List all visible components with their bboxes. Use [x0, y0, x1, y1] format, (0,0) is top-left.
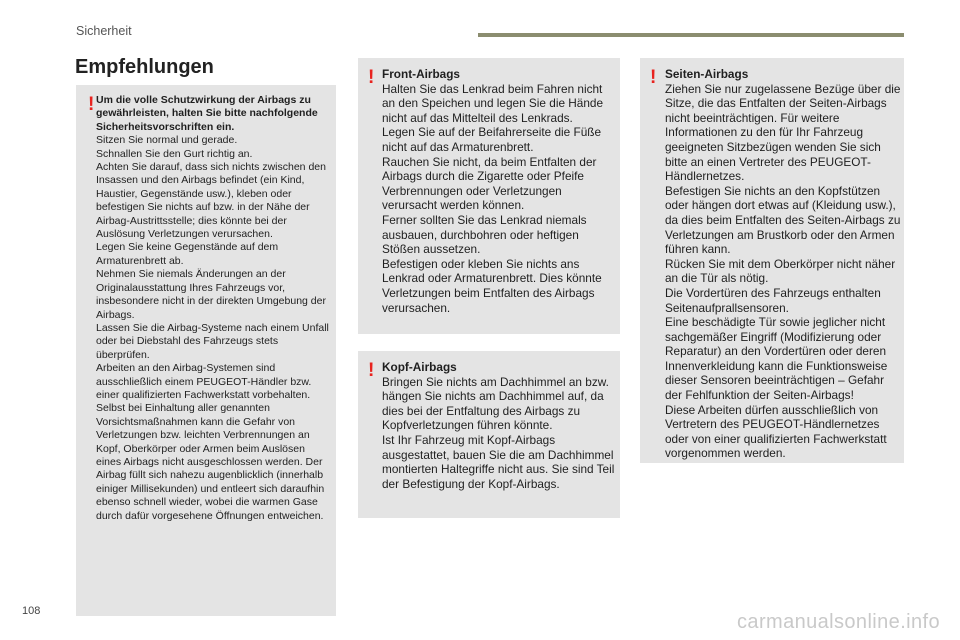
front-airbags-text: [382, 67, 618, 315]
paragraph: Befestigen oder kleben Sie nichts ans Lenkrad oder Armaturenbrett. Dies könnte Verletzungen beim Entfalten des Airbags verursachen.: [382, 256, 602, 315]
paragraph: Eine beschädigte Tür sowie jeglicher nicht sachgemäßer Eingriff (Modifizierung oder Reparatur) an den Vordertüren oder deren Innenverkleidung kann die Funktionsweise dieser Sensoren beeinträchtigen – Gefahr der Fehlfunktion der Seiten-Airbags!: [665, 315, 888, 403]
side-airbags-text: [665, 67, 901, 461]
lead-text: Um die volle Schutzwirkung der Airbags zu gewährleisten, halten Sie bitte nachfolgende Sicherheitsvorschriften ein.: [96, 94, 318, 133]
paragraph: Diese Arbeiten dürfen ausschließlich von Vertretern des PEUGEOT-Händlernetzes oder von einer qualifizierten Fachwerkstatt vorgenommen werden.: [665, 402, 887, 461]
paragraph: Legen Sie auf der Beifahrerseite die Füße nicht auf das Armaturenbrett.: [382, 125, 602, 154]
paragraph: Befestigen Sie nichts an den Kopfstützen oder hängen dort etwas auf (Kleidung usw.), da dies beim Entfalten des Seiten-Airbags zu Verletzungen am Brustkorb oder den Armen führen kann.: [665, 183, 901, 257]
page-title: Empfehlungen: [75, 56, 214, 78]
box-title: Kopf-Airbags: [382, 360, 457, 374]
paragraph: Sitzen Sie normal und gerade.: [96, 134, 238, 147]
paragraph: Achten Sie darauf, dass sich nichts zwischen den Insassen und den Airbags befindet (ein Kind, Haustier, Gegenstände usw.), kleben oder befestigen Sie nichts auf bzw. in der Nähe der Airbag-Austrittsstelle; dies könnte bei der Auslösung Verletzungen verursachen.: [96, 161, 326, 241]
paragraph: Ferner sollten Sie das Lenkrad niemals ausbauen, durchbohren oder heftigen Stößen aussetzen.: [382, 212, 587, 257]
paragraph: Nehmen Sie niemals Änderungen an der Originalausstattung Ihres Fahrzeugs vor, insbesondere nicht in der direkten Umgebung der Airbags.: [96, 268, 326, 321]
paragraph: Lassen Sie die Airbag-Systeme nach einem Unfall oder bei Diebstahl des Fahrzeugs stets überprüfen.: [96, 321, 329, 361]
paragraph: Rücken Sie mit dem Oberkörper nicht näher an die Tür als nötig.: [665, 256, 896, 286]
page-number: 108: [22, 605, 41, 617]
warning-icon: !: [650, 67, 657, 88]
general-recommendations-text: [96, 94, 332, 523]
watermark: carmanualsonline.info: [737, 611, 940, 633]
box-title: Front-Airbags: [382, 67, 460, 81]
front-airbags-box: [358, 58, 620, 334]
box-title: Seiten-Airbags: [665, 67, 749, 81]
paragraph: Legen Sie keine Gegenstände auf dem Armaturenbrett ab.: [96, 241, 279, 267]
paragraph: Die Vordertüren des Fahrzeugs enthalten Seitenaufprallsensoren.: [665, 285, 881, 315]
side-airbags-box: [640, 58, 904, 463]
warning-icon: !: [88, 94, 95, 115]
paragraph: Arbeiten an den Airbag-Systemen sind ausschließlich einem PEUGEOT-Händler bzw. einer qualifizierten Fachwerkstatt vorbehalten.: [96, 362, 312, 401]
paragraph: Bringen Sie nichts am Dachhimmel an bzw. hängen Sie nichts am Dachhimmel auf, da dies bei der Entfaltung des Airbags zu Kopfverletzungen führen könnte.: [382, 374, 609, 433]
paragraph: Rauchen Sie nicht, da beim Entfalten der Airbags durch die Zigarette oder Pfeife Verbrennungen oder Verletzungen verursacht werden können.: [382, 154, 597, 213]
paragraph: Halten Sie das Lenkrad beim Fahren nicht an den Speichen und legen Sie die Hände nicht auf das Mittelteil des Lenkrads.: [382, 81, 604, 125]
general-recommendations-box: [76, 85, 336, 616]
section-label: Sicherheit: [76, 24, 132, 38]
paragraph: Ziehen Sie nur zugelassene Bezüge über die Sitze, die das Entfalten der Seiten-Airbags nicht beeinträchtigen. Für weitere Informationen zu den für Ihr Fahrzeug geeigneten Sitzbezügen wenden Sie sich bitte an einen Vertreter des PEUGEOT-Händlernetzes.: [665, 81, 901, 184]
header-divider: [478, 33, 904, 37]
warning-icon: !: [368, 360, 375, 381]
head-airbags-text: [382, 360, 618, 491]
head-airbags-box: [358, 351, 620, 518]
warning-icon: !: [368, 67, 375, 88]
paragraph: Selbst bei Einhaltung aller genannten Vorsichtsmaßnahmen kann die Gefahr von Verletzungen bzw. leichten Verbrennungen an Kopf, Oberkörper oder Armen beim Auslösen eines Airbags nicht ausgeschlossen werden. Der Airbag füllt sich nahezu augenblicklich (innerhalb einiger Millisekunden) und entleert sich daraufhin ebenso schnell wieder, wobei die warmen Gase durch dafür vorgesehene Öffnungen entweichen.: [96, 402, 325, 522]
paragraph: Ist Ihr Fahrzeug mit Kopf-Airbags ausgestattet, bauen Sie die am Dachhimmel montierten Haltegriffe nicht aus. Sie sind Teil der Befestigung der Kopf-Airbags.: [382, 432, 615, 491]
paragraph: Schnallen Sie den Gurt richtig an.: [96, 147, 253, 160]
